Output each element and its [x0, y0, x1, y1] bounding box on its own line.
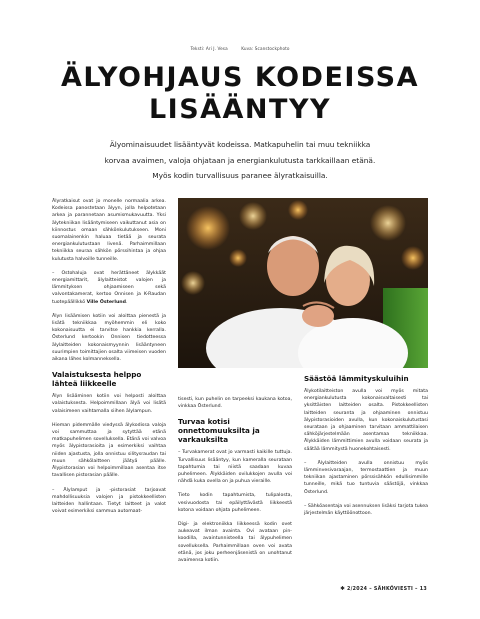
lead-line-2: korvaa avaimen, valoja ohjataan ja energiankulutusta tarkkaillaan etänä. [104, 155, 376, 165]
body-paragraph: Älyratkaisut ovat jo monelle normaalia arkea. Kodeissa panostetaan älyyn, jolla helpotetaan arkea ja parannetaan asumismukavuutta. Yksi älytekniikan lisääntymiseen vaikuttanut asia on kiinnostus omaan sähkönkulutukseen. Moni suomalainenkin haluaa tietää ja seurata energiankulutustaan livenä. Parhaimmillaan tekniikka seuraa sähkön pörssihintaa ja ohjaa kulutusta halvoille tunneille. [52, 199, 166, 262]
body-paragraph: Tieto kodin tapahtumista, tulipalosta, vesivuodosta tai epäilyttävästä liikkeestä kotona voidaan ohjata puhelimeen. [178, 493, 292, 513]
body-paragraph: – Älylamput ja -pistorasiat tarjoavat mahdollisuuksia valojen ja pistokkeellisten laitteiden hallintaan. Tietyt laitteet ja valot voivat esimerkiksi sammua automaat- [52, 487, 166, 515]
person-name: Ville Österlund [86, 299, 126, 305]
lead-line-3: Myös kodin turvallisuus paranee älyratkaisuilla. [152, 171, 328, 180]
section-heading: Turvaa kotisi onnettomuuksilta ja varkauksilta [178, 417, 260, 445]
body-paragraph: Älyn lisäämisen kotiin voi aloittaa pienestä ja lisätä tekniikkaa myöhemmin eli koko kokonaisuutta ei tarvitse hankkia kerralla. Österlund kertookin Onnisen tiedotteessa älylaitteiden kokonaismyynnin lisääntyneen suurimpien toimittajien osalta viimeisen vuoden aikana lähes kolmanneksella. [52, 313, 166, 363]
couple-photo-illustration [178, 198, 428, 368]
section-heading: Säästöä lämmityskuluihin [304, 374, 409, 383]
body-paragraph: Älyn lisääminen kotiin voi helposti aloittaa valaistuksesta. Helpoimmillaan älyä voi lisätä valaisimeen vaihtamalla siihen älylampun. [52, 394, 166, 414]
title-line-1: ÄLYOHJAUS KODEISSA [60, 62, 420, 93]
body-paragraph: Digi- ja elektroniikka liikkeessä kodin ovet aukeavat ilman avainta. Ovi avataan pin-koodilla, avaintunnisteella tai älypuhelimen sovelluksella. Parhaimmillaan oven voi avata etänä, jos joku perheenjäsenistä on unohtanut avaimensa kotiin. [178, 522, 292, 564]
photo-credit: Kuva: Scanstockphoto [241, 46, 290, 51]
body-paragraph: tisesti, kun puhelin on tarpeeksi kaukana kotoa, vinkkaa Österlund. [178, 397, 292, 410]
column-1 [52, 198, 166, 522]
body-paragraph: Älykotilaitteiston avulla voi myös mitata energiankulutusta kokonaisvaltaisesti tai yksittäisten laitteiden osalta. Pistokkeellisten laitteiden seuranta ja ohjaaminen onnistuu älypistorasioiden avulla, kun kokonaiskulutustasi seurataan ja ohjaaminen tarvitaan ammattilaisen sähköjärjestelmään asentamaa tekniikkaa. Älykkäiden lämmittimien avulla voidaan seurata ja säätää lämmitystä huonekohtaisesti. [304, 389, 428, 452]
page-footer [0, 586, 427, 592]
section-heading: Valaistuksesta helppo lähteä liikkeelle [52, 370, 142, 389]
title-line-2: LISÄÄNTYY [148, 94, 332, 125]
lead-paragraph [40, 137, 440, 184]
body-paragraph: – Älylaitteiden avulla onnistuu myös lämminvesivaraajan, termostaattien ja muun tekniikan ajastaminen pörssisähkön edullisimmille tunneille, mikä tuo tuntuvia säästöjä, vinkkaa Österlund. [304, 460, 428, 495]
body-paragraph: – Turvakamerat ovat jo varmasti kaikille tuttuja. Turvallisuus lisääntyy, kun kameralla seurataan tapahtumia tai niistä saadaan kuvaa puhelimeen. Älykkäiden ovilukkojen avulla voi nähdä kuka ovella on ja puhua vieraille. [178, 450, 292, 485]
quote-paragraph: – Ostohaluja ovat herättäneet älykkäät energiamittarit, älylaitteistot valojen ja lämmityksen ohjaamiseen sekä valvontakamerat, kertoo Onnisen ja K-Raudan tuotepäällikkö Ville Österlund. [52, 270, 166, 305]
issue-and-page: 2/2024 – SÄHKÖVIESTI – 13 [346, 587, 427, 592]
quote-text: – Ostohaluja ovat herättäneet älykkäät energiamittarit, älylaitteistot valojen ja lämmityksen ohjaamiseen sekä valvontakamerat, kertoo Onnisen ja K-Raudan tuotepäällikkö [52, 270, 166, 305]
article-photo [178, 198, 428, 368]
credits-line [0, 46, 480, 51]
lead-line-1: Älyominaisuudet lisääntyvät kodeissa. Matkapuhelin tai muu tekniikka [109, 140, 371, 149]
body-paragraph: Hieman pidemmälle viedyssä älykodissa valoja voi sammuttaa ja sytyttää etänä matkapuhelimen sovelluksella. Etänä voi valvoa myös älypistorasioita ja esimerkiksi vaihtaa niiden ajastusta, jolla onnistuu silitysraudan tai muun sähkölaitteen jäätyä päälle. Älypistorasian voi helpoimmillaan asentaa itse tavallisen pistorasian päälle. [52, 422, 166, 479]
body-paragraph: – Sähköasentaja voi asennuksen lisäksi tarjota tukea järjestelmän käyttöönottoon. [304, 503, 428, 517]
magazine-logo-icon: ✱ [340, 586, 345, 592]
column-2 [178, 396, 292, 571]
article-title [0, 62, 480, 126]
column-3 [304, 372, 428, 524]
text-credit: Teksti: Ari J. Vesa [190, 46, 228, 51]
